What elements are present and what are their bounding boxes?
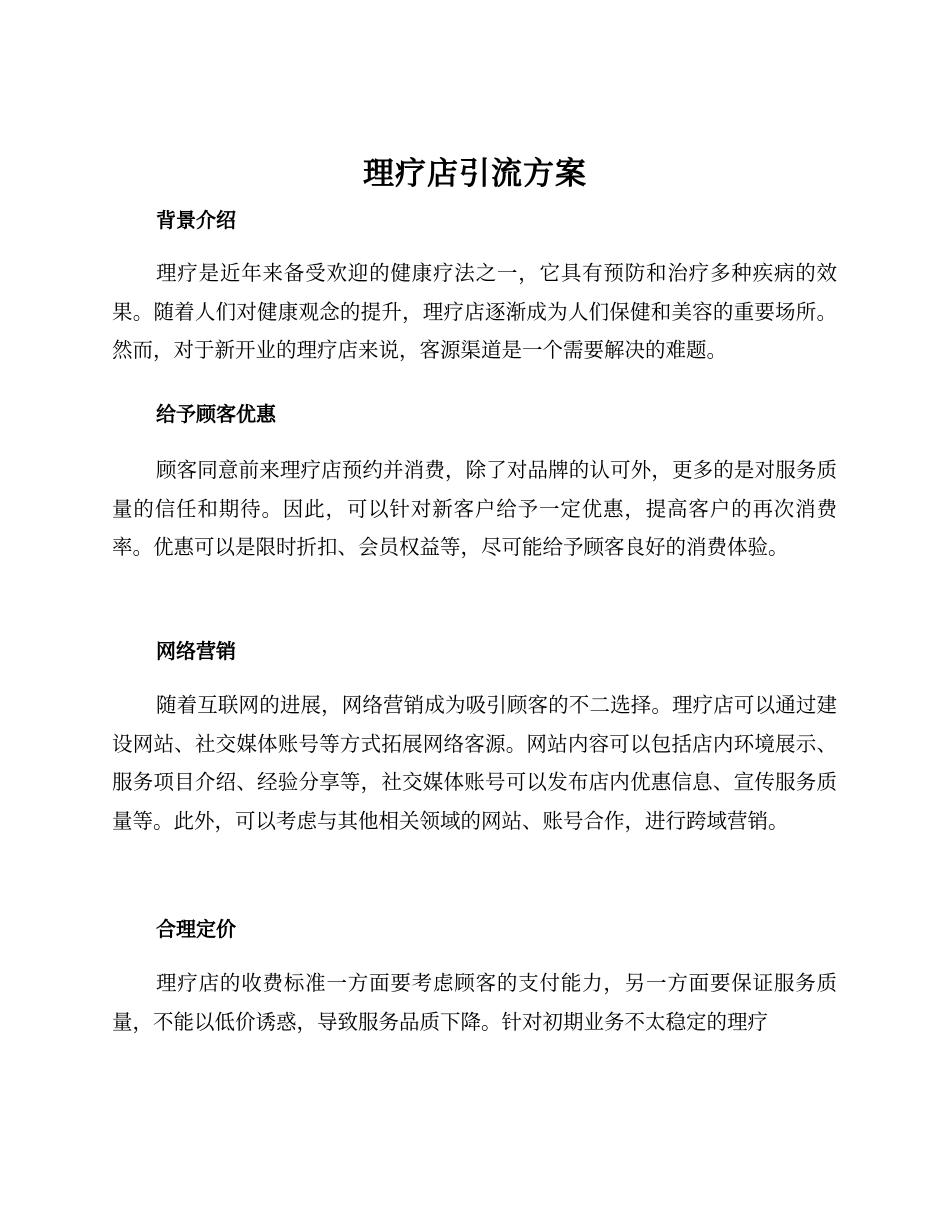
document-title: 理疗店引流方案	[363, 156, 587, 192]
section-body-pricing: 理疗店的收费标准一方面要考虑顾客的支付能力，另一方面要保证服务质量，不能以低价诱惑，导致服务品质下降。针对初期业务不太稳定的理疗	[112, 971, 837, 1034]
section-heading-discounts: 给予顾客优惠	[156, 402, 276, 426]
section-body-online-marketing: 随着互联网的进展，网络营销成为吸引顾客的不二选择。理疗店可以通过建设网站、社交媒体账号等方式拓展网络客源。网站内容可以包括店内环境展示、服务项目介绍、经验分享等，社交媒体账号可以发布店内优惠信息、宣传服务质量等。此外，可以考虑与其他相关领域的网站、账号合作，进行跨域营销。	[112, 693, 837, 833]
section-heading-online-marketing: 网络营销	[156, 639, 236, 663]
section-body-background: 理疗是近年来备受欢迎的健康疗法之一，它具有预防和治疗多种疾病的效果。随着人们对健康观念的提升，理疗店逐渐成为人们保健和美容的重要场所。然而，对于新开业的理疗店来说，客源渠道是一个需要解决的难题。	[112, 261, 837, 362]
section-heading-background: 背景介绍	[156, 208, 236, 232]
section-body-discounts: 顾客同意前来理疗店预约并消费，除了对品牌的认可外，更多的是对服务质量的信任和期待。因此，可以针对新客户给予一定优惠，提高客户的再次消费率。优惠可以是限时折扣、会员权益等，尽可能给予顾客良好的消费体验。	[112, 458, 837, 559]
section-heading-pricing: 合理定价	[156, 917, 236, 941]
